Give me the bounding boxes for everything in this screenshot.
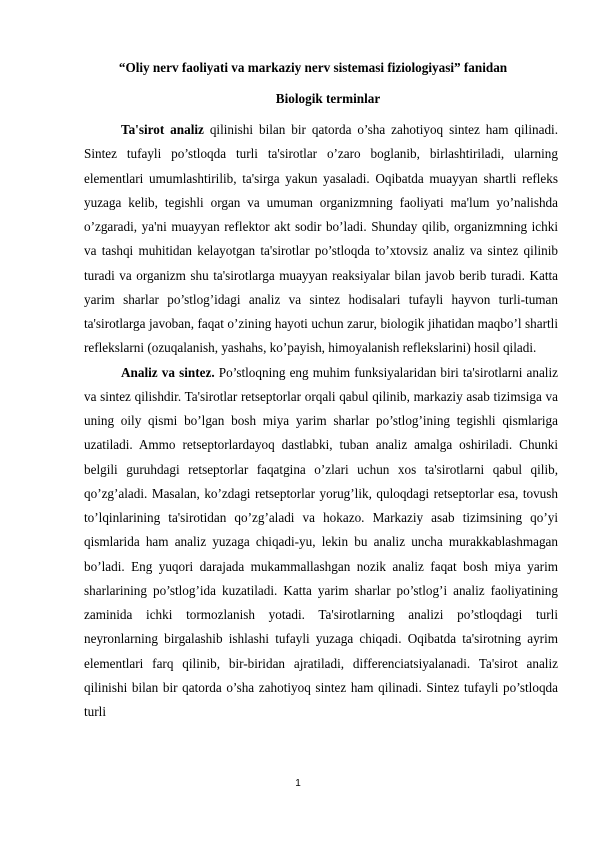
page-number: 1	[295, 778, 301, 789]
paragraph-term: Analiz va sintez.	[121, 364, 215, 380]
document-subtitle: Biologik terminlar	[275, 91, 381, 106]
document-title: “Oliy nerv faoliyati va markaziy nerv sistemasi fiziologiyasi” fanidan	[118, 60, 508, 75]
paragraph-text: qilinishi bilan bir qatorda o’sha zahotiyoq sintez ham qilinadi. Sintez tufayli po’stloqda turli ta'sirotlar o’zaro boglanib, birlashtiriladi, ularning elementlari umumlashtirilib, ta'sirga yakun yasaladi. Oqibatda muayyan shartli refleks yuzaga kelib, tegishli organ va umuman organizmning faoliyati ma'lum yo’nalishda o’zgaradi, ya'ni muayyan reflektor akt sodir bo’ladi. Shunday qilib, organizmning ichki va tashqi muhitidan kelayotgan ta'sirotlar po’stloqda to’xtovsiz analiz va sintez qilinib turadi va organizm shu ta'sirotlarga muayyan reaksiyalar bilan javob berib turadi. Katta yarim sharlar po’stlog’idagi analiz va sintez hodisalari tufayli hayvon turli-tuman ta'sirotlarga javoban, faqat o’zining hayoti uchun zarur, biologik jihatidan maqbo’l shartli reflekslarni (ozuqalanish, yashahs, ko’payish, himoyalanish reflekslarini) hosil qiladi.	[84, 122, 558, 356]
paragraph-analiz-va-sintez	[84, 361, 558, 725]
paragraph-tasirot-analiz	[84, 118, 558, 361]
paragraph-term: Ta'sirot analiz	[121, 122, 204, 137]
document-body	[84, 118, 558, 724]
paragraph-text: Po’stloqning eng muhim funksiyalaridan biri ta'sirotlarni analiz va sintez qilishdir. Ta'sirotlar retseptorlar orqali qabul qilinib, markaziy asab tizimsiga va uning oily qismi bo’lgan bosh miya yarim sharlar po’stlog’ining tegishli qismlariga uzatiladi. Ammo retseptorlardayoq dastlabki, tuban analiz amalga oshiriladi. Chunki belgili guruhdagi retseptorlar faqatgina o’zlari uchun xos ta'sirotlarni qabul qilib, qo’zg’aladi. Masalan, ko’zdagi retseptorlar yorug’lik, quloqdagi retseptorlar esa, tovush to’lqinlarining ta'sirotidan qo’zg’aladi va hokazo. Markaziy asab tizimsining qo’yi qismlarida ham analiz yuzaga chiqadi-yu, lekin bu analiz uncha murakkablashmagan bo’ladi. Eng yuqori darajada mukammallashgan nozik analiz faqat bosh miya yarim sharlarining po’stlog’ida kuzatiladi. Katta yarim sharlar po’stlog’i analiz faoliyatining zaminida ichki tormozlanish yotadi. Ta'sirotlarning analizi po’stloqdagi turli neyronlarning birgalashib ishlashi tufayli yuzaga chiqadi. Oqibatda ta'sirotning ayrim elementlari farq qilinib, bir-biridan ajratiladi, differenciatsiyalanadi. Ta'sirot analiz qilinishi bilan bir qatorda o’sha zahotiyoq sintez ham qilinadi. Sintez tufayli po’stloqda turli	[84, 364, 558, 719]
